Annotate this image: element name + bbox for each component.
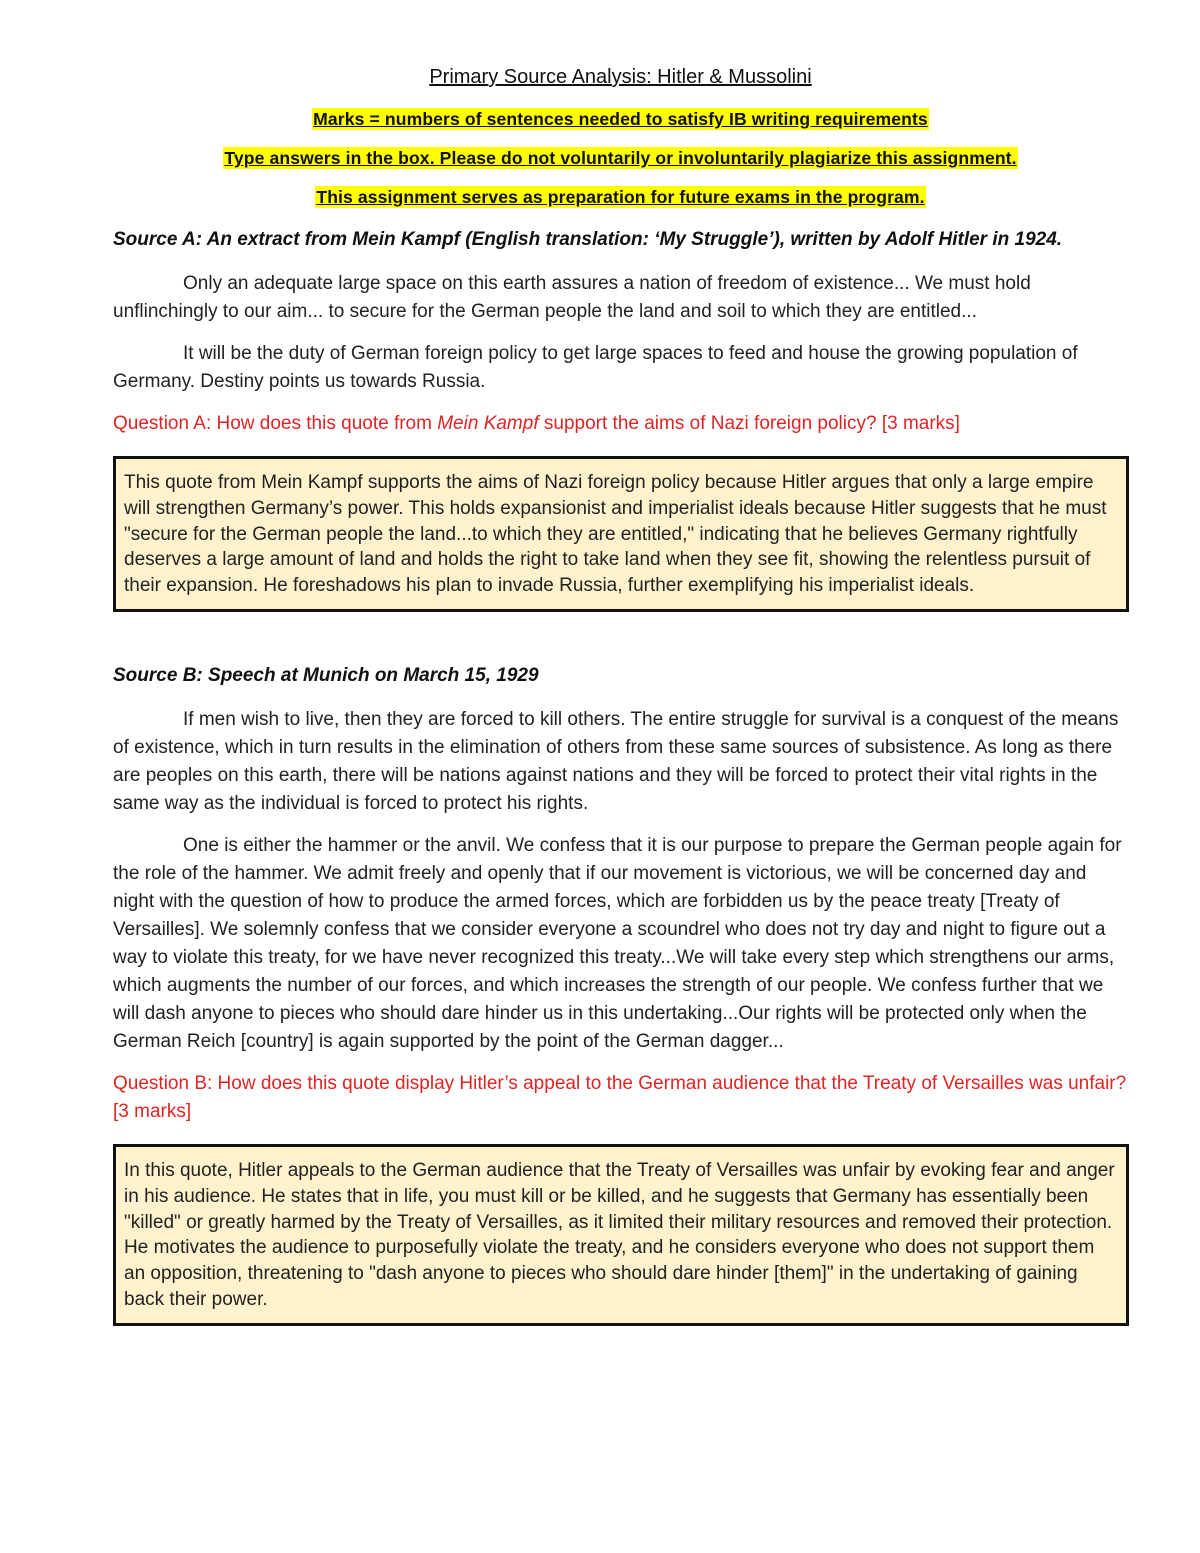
instruction-marks-text: Marks = numbers of sentences needed to satisfy IB writing requirements [313,109,928,129]
source-a-paragraph-2: It will be the duty of German foreign policy to get large spaces to feed and house the growing population of Germany. Destiny points us towards Russia. [113,343,1078,392]
question-a-text-end: support the aims of Nazi foreign policy? [3 marks] [538,413,960,434]
question-a [113,410,1128,438]
source-b-paragraph-2: One is either the hammer or the anvil. We confess that it is our purpose to prepare the German people again for the role of the hammer. We admit freely and openly that if our movement is victorious, we will be concerned day and night with the question of how to produce the armed forces, which are forbidden us by the peace treaty [Treaty of Versailles]. We solemnly confess that we consider everyone a scoundrel who does not try day and night to figure out a way to violate this treaty, for we have never recognized this treaty...We will take every step which strengthens our arms, which augments the number of our forces, and which increases the strength of our people. We confess further that we will dash anyone to pieces who should dare hinder us in this undertaking...Our rights will be protected only when the German Reich [country] is again supported by the point of the German dagger... [113,834,1122,1052]
source-a-heading: Source A: An extract from Mein Kampf (English translation: ‘My Struggle’), written by Adolf Hitler in 1924. [113,229,1063,250]
instruction-banner-marks [113,109,1128,130]
instruction-preparation-text: This assignment serves as preparation for future exams in the program. [316,187,925,207]
source-b-heading: Source B: Speech at Munich on March 15, 1929 [113,664,539,686]
instruction-banner-preparation [113,187,1128,208]
instruction-plagiarism-text: Type answers in the box. Please do not voluntarily or involuntarily plagiarize this assignment. [224,148,1017,168]
answer-box-b[interactable]: In this quote, Hitler appeals to the German audience that the Treaty of Versailles was unfair by evoking fear and anger in his audience. He states that in life, you must kill or be killed, and he suggests that Germany has essentially been "killed" or greatly harmed by the Treaty of Versailles, as it limited their military resources and removed their protection. He motivates the audience to purposefully violate the treaty, and he considers everyone who does not support them an opposition, threatening to "dash anyone to pieces who should dare hinder [them]" in the undertaking of gaining back their power. [113,1144,1129,1326]
source-b-paragraph-1: If men wish to live, then they are forced to kill others. The entire struggle for survival is a conquest of the means of existence, which in turn results in the elimination of others from these same sources of subsistence. As long as there are peoples on this earth, there will be nations against nations and they will be forced to protect their vital rights in the same way as the individual is forced to protect his rights. [113,708,1119,814]
instruction-banner-plagiarism [113,148,1128,169]
source-a-paragraph-1: Only an adequate large space on this earth assures a nation of freedom of existence... We must hold unflinchingly to our aim... to secure for the German people the land and soil to which they are entitled... [113,273,1031,322]
source-b-section [113,662,1128,1326]
answer-box-a[interactable]: This quote from Mein Kampf supports the aims of Nazi foreign policy because Hitler argues that only a large empire will strengthen Germany’s power. This holds expansionist and imperialist ideals because Hitler suggests that he must "secure for the German people the land...to which they are entitled," indicating that he believes Germany rightfully deserves a large amount of land and holds the right to take land when they see fit, showing the relentless pursuit of their expansion. He foreshadows his plan to invade Russia, further exemplifying his imperialist ideals. [113,456,1129,612]
page-title: Primary Source Analysis: Hitler & Mussolini [429,66,812,88]
question-a-title-italic: Mein Kampf [437,413,539,434]
source-a-section [113,226,1128,612]
question-b: Question B: How does this quote display Hitler’s appeal to the German audience that the Treaty of Versailles was unfair? [3 marks] [113,1072,1127,1122]
question-a-text-start: Question A: How does this quote from [113,413,438,434]
